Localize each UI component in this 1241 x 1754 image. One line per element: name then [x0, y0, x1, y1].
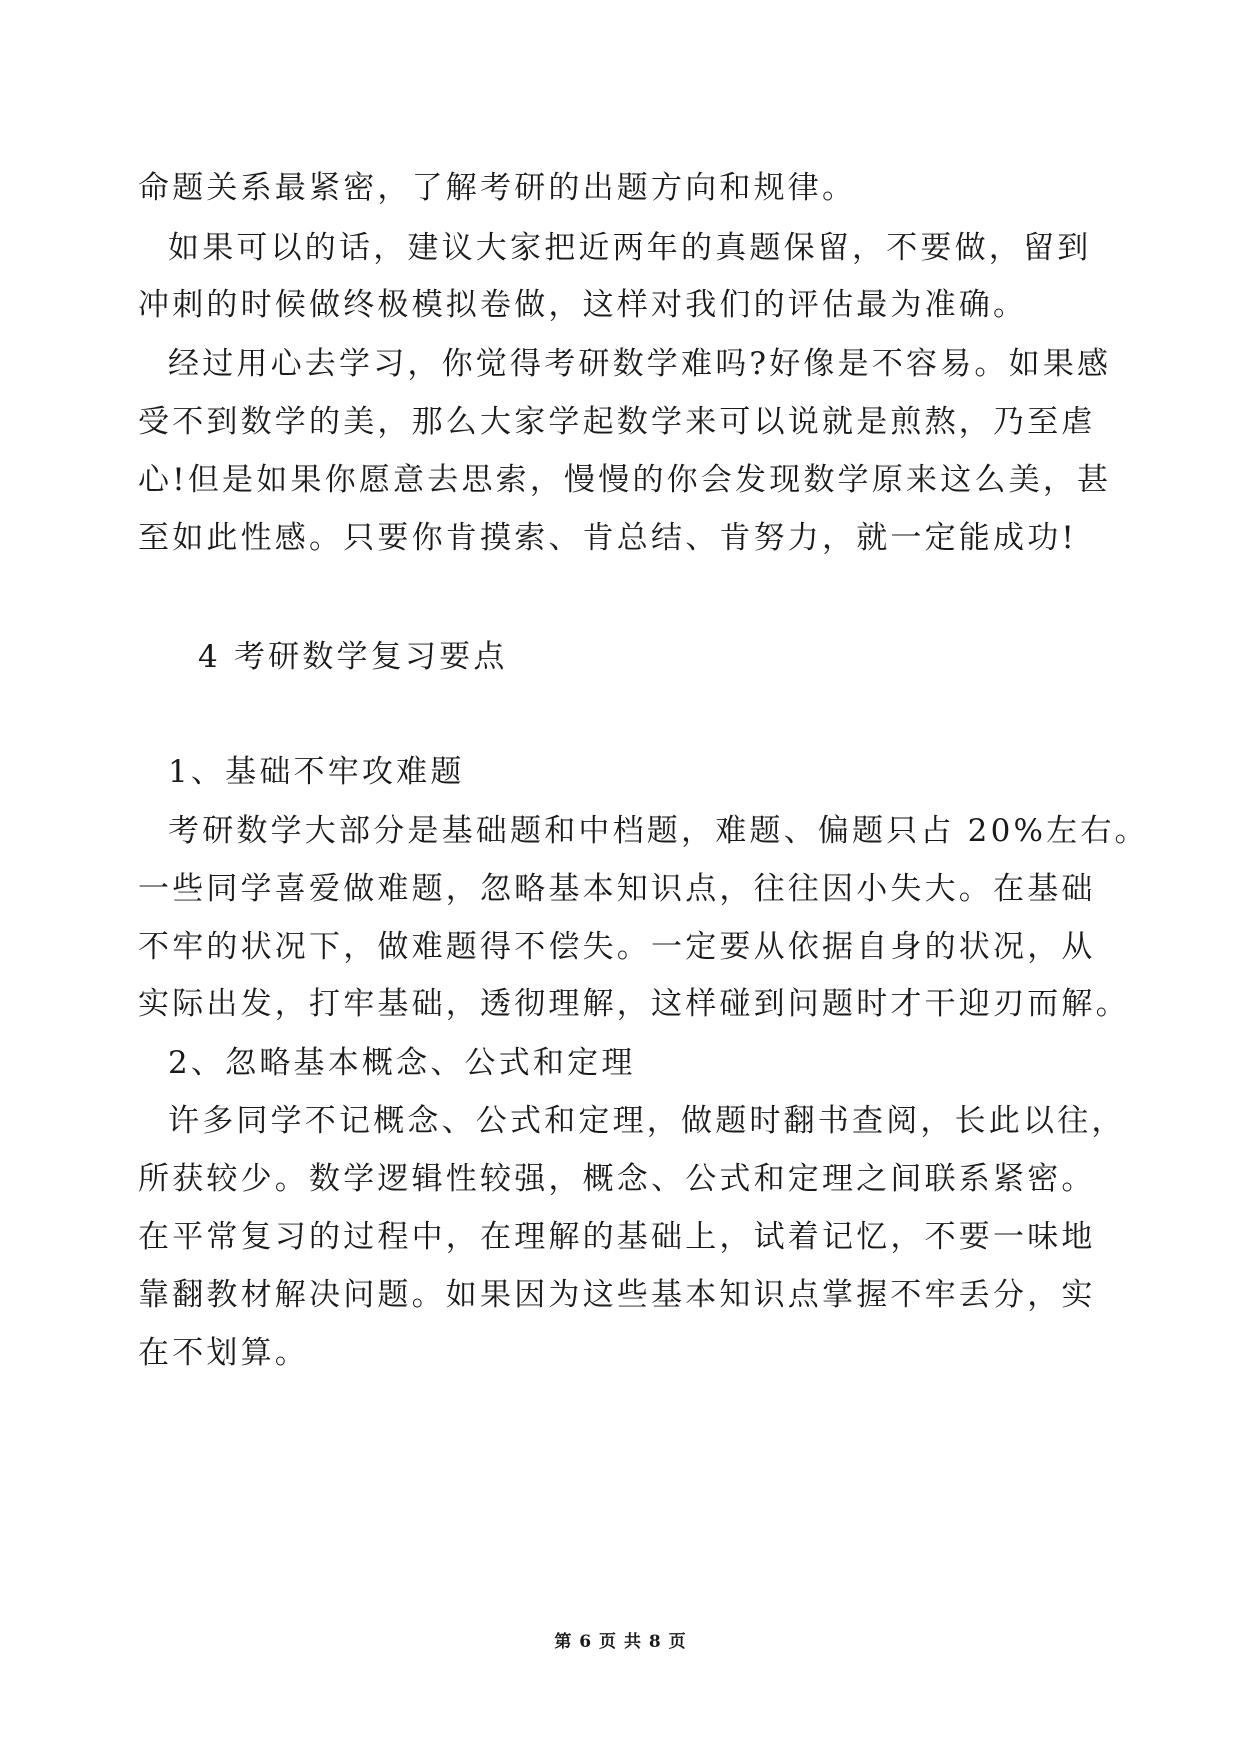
page-number-footer: 第 6 页 共 8 页 [554, 1632, 687, 1652]
paragraph-line: 不牢的状况下，做难题得不偿失。一定要从依据自身的状况，从 [138, 929, 1096, 965]
paragraph-line: 心!但是如果你愿意去思索，慢慢的你会发现数学原来这么美，甚 [138, 462, 1112, 498]
paragraph-line: 如果可以的话，建议大家把近两年的真题保留，不要做，留到 [168, 230, 1092, 266]
paragraph-line: 考研数学大部分是基础题和中档题，难题、偏题只占 20%左右。 [168, 813, 1149, 849]
paragraph-line: 一些同学喜爱做难题，忽略基本知识点，往往因小失大。在基础 [138, 871, 1096, 907]
subsection-heading: 2、忽略基本概念、公式和定理 [168, 1045, 636, 1081]
paragraph-line: 实际出发，打牢基础，透彻理解，这样碰到问题时才干迎刃而解。 [138, 986, 1130, 1022]
paragraph-line: 靠翻教材解决问题。如果因为这些基本知识点掌握不牢丢分，实 [138, 1277, 1096, 1313]
paragraph-line: 许多同学不记概念、公式和定理，做题时翻书查阅，长此以往， [168, 1103, 1126, 1139]
paragraph-line: 经过用心去学习，你觉得考研数学难吗?好像是不容易。如果感 [168, 346, 1112, 382]
section-heading: 4 考研数学复习要点 [198, 639, 508, 675]
paragraph-line: 命题关系最紧密，了解考研的出题方向和规律。 [138, 170, 857, 206]
paragraph-line: 冲刺的时候做终极模拟卷做，这样对我们的评估最为准确。 [138, 287, 1028, 323]
paragraph-line: 至如此性感。只要你肯摸索、肯总结、肯努力，就一定能成功! [138, 520, 1078, 556]
paragraph-line: 受不到数学的美，那么大家学起数学来可以说就是煎熬，乃至虐 [138, 404, 1096, 440]
subsection-heading: 1、基础不牢攻难题 [168, 754, 465, 790]
paragraph-line: 在不划算。 [138, 1335, 309, 1371]
paragraph-line: 在平常复习的过程中，在理解的基础上，试着记忆，不要一味地 [138, 1219, 1096, 1255]
paragraph-line: 所获较少。数学逻辑性较强，概念、公式和定理之间联系紧密。 [138, 1161, 1096, 1197]
